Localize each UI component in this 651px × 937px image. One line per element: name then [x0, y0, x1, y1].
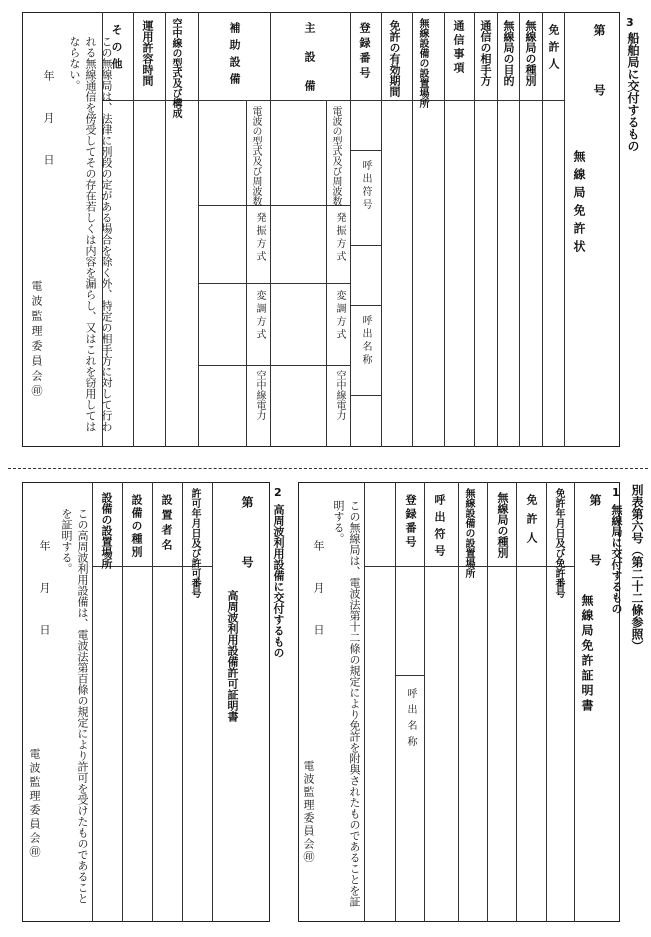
top-col-line [165, 12, 166, 447]
left-form-date: 年 月 日 [38, 540, 51, 645]
left-form-note: この高周波利用設備は、電波法第百條の規定により許可を受けたものであることを証明する。 [60, 508, 89, 904]
right-appendix-title: 別表第六号（第二十二條参照） [630, 484, 644, 652]
top-sub-aux-power: 空中線電力 [254, 370, 265, 420]
top-row-antenna: 空中線の型式及び構成 [170, 18, 181, 118]
top-row-matters: 通信事項 [452, 20, 465, 76]
left-row-permit-date: 許可年月日及び許可番号 [189, 488, 200, 598]
top-row-main-equipment: 主設備 [303, 22, 316, 109]
top-col-line [542, 12, 543, 447]
right-section-title: 無線局に交付するもの [610, 504, 623, 614]
top-form-section-title: 船舶局に交付するもの [626, 32, 640, 152]
top-row-station-type: 無線局の種別 [524, 20, 537, 86]
right-col-line [364, 482, 365, 922]
left-form-issuer: 電波監理委員会㊞ [28, 748, 41, 860]
top-sub-aux-modulation: 変調方式 [254, 290, 265, 342]
top-row-other: その他 [110, 24, 123, 75]
right-row-call-sign: 呼出符号 [433, 494, 446, 562]
left-form-title: 高周波利用設備許可証明書 [226, 590, 239, 722]
top-sub-call-sign: 呼出符号 [360, 160, 371, 212]
right-row-license-date: 免許年月日及び免許番号 [553, 488, 564, 598]
left-row-installation-site: 設備の設置場所 [100, 492, 113, 569]
right-form-no-label: 第 号 [588, 494, 602, 566]
top-form-no-label: 第 号 [592, 24, 606, 96]
top-row-licensee: 免許人 [547, 24, 560, 75]
left-col-line [212, 482, 213, 922]
right-row-licensee: 免許人 [525, 494, 538, 551]
top-row-aux-equipment: 補助設備 [228, 22, 241, 90]
left-col-line [92, 482, 93, 922]
right-section-number: 1 [612, 486, 620, 499]
right-col-line [458, 482, 459, 922]
top-form-note: この無線局は、法律に別段の定がある場合を除く外、特定の相手方に対して行われる無線通信を傍受してその存在若しくは内容を漏らし、又はこれを窃用してはならない。 [68, 36, 113, 432]
top-row-purpose: 無線局の目的 [502, 20, 515, 86]
top-form-date: 年 月 日 [42, 70, 55, 175]
left-row-equipment-type: 設備の種別 [130, 494, 143, 559]
left-col-line [122, 482, 123, 922]
top-col-line [444, 12, 445, 447]
right-row-station-type: 無線局の種別 [496, 492, 509, 558]
right-col-line [395, 482, 396, 922]
top-col-line [133, 12, 134, 447]
top-form-title: 無線局免許状 [572, 150, 586, 258]
top-sub-line [198, 365, 350, 366]
top-col-line [519, 12, 520, 447]
right-row-location: 無線設備の設置場所 [463, 488, 474, 578]
right-col-line [516, 482, 517, 922]
top-sub-call-name: 呼出名称 [360, 315, 371, 367]
right-sub-line [395, 675, 424, 676]
top-col-line [497, 12, 498, 447]
top-sub-line [198, 205, 350, 206]
right-form-title: 無線局免許証明書 [580, 594, 594, 714]
top-row-location: 無線設備の設置場所 [417, 18, 428, 108]
top-col-line [412, 12, 413, 447]
top-sub-aux-oscillation: 発振方式 [254, 212, 265, 264]
top-col-line [326, 100, 327, 447]
top-col-line [270, 12, 271, 447]
top-form-issuer: 電波監理委員会㊞ [30, 280, 43, 400]
top-sub-aux-radio-type: 電波の型式及び周波数 [250, 106, 261, 206]
top-col-line [564, 12, 565, 447]
top-sub-main-modulation: 変調方式 [334, 290, 345, 342]
right-form-issuer: 電波監理委員会㊞ [302, 760, 315, 864]
top-sub-main-radio-type: 電波の型式及び周波数 [330, 106, 341, 206]
left-form-no-label: 第 号 [240, 496, 254, 568]
top-row-hours: 運用許容時間 [141, 20, 154, 86]
top-col-line [246, 100, 247, 447]
top-row-registration: 登録番号 [358, 22, 371, 82]
left-row-installer: 設置者名 [160, 494, 173, 554]
left-section-number: 2 [274, 486, 282, 499]
top-sub-line [198, 283, 350, 284]
right-col-line [546, 482, 547, 922]
right-sub-call-name: 呼出名称 [405, 688, 416, 752]
page-separator [8, 468, 648, 469]
top-col-line [381, 12, 382, 447]
right-col-line [487, 482, 488, 922]
top-sub-line [350, 150, 381, 151]
top-col-line [474, 12, 475, 447]
top-row-validity: 免許の有効期間 [388, 20, 401, 97]
right-form-note: この無線局は、電波法第十二條の規定により免許を附與されたものであることを証明する。 [332, 500, 361, 907]
left-col-line [152, 482, 153, 922]
top-col-line [198, 12, 199, 447]
top-sub-main-power: 空中線電力 [334, 370, 345, 420]
right-col-line [424, 482, 425, 922]
top-sub-line [350, 305, 381, 306]
left-section-title: 高周波利用設備に交付するもの [272, 504, 285, 658]
top-sub-line [350, 395, 381, 396]
top-col-line [350, 12, 351, 447]
right-col-line [574, 482, 575, 922]
top-sub-line [350, 245, 381, 246]
right-row-registration: 登録番号 [404, 494, 417, 550]
top-row-correspondent: 通信の相手方 [479, 20, 492, 86]
top-form-section-number: 3 [626, 16, 634, 29]
right-form-date: 年 月 日 [312, 540, 325, 645]
left-col-line [182, 482, 183, 922]
top-sub-main-oscillation: 発振方式 [334, 212, 345, 264]
